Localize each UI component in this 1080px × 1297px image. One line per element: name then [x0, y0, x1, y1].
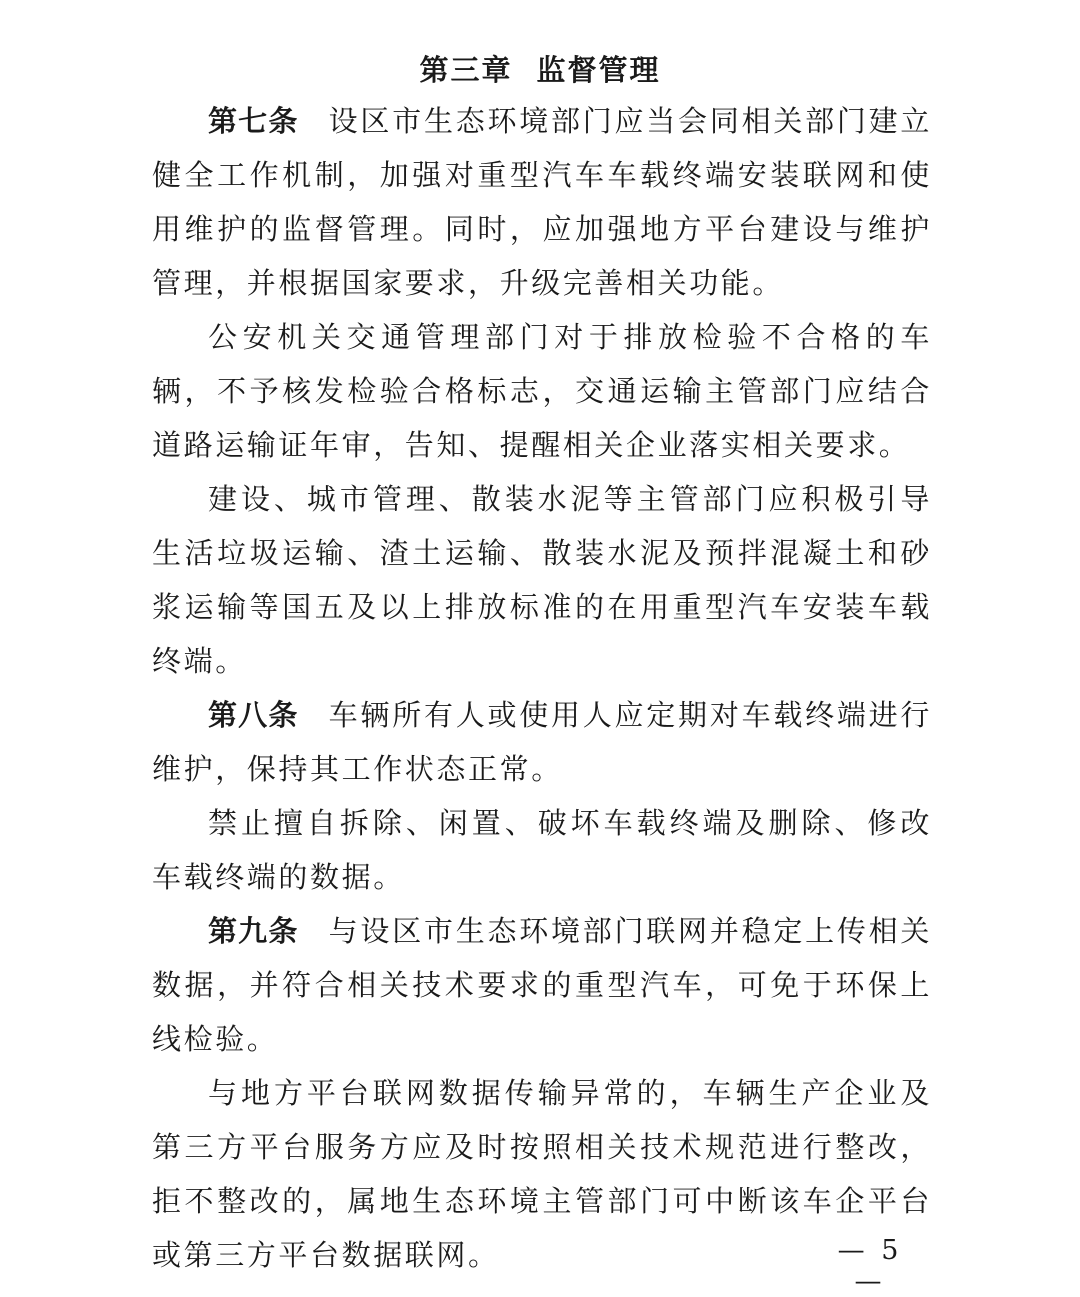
document-body: [152, 94, 932, 1282]
article-9-text-1: 与设区市生态环境部门联网并稳定上传相关数据，并符合相关技术要求的重型汽车，可免于环保上线检验。: [152, 914, 932, 1056]
article-7-text-1: 设区市生态环境部门应当会同相关部门建立健全工作机制，加强对重型汽车车载终端安装联网和使用维护的监督管理。同时，应加强地方平台建设与维护管理，并根据国家要求，升级完善相关功能。: [152, 104, 932, 300]
article-8-text-1: 车辆所有人或使用人应定期对车载终端进行维护，保持其工作状态正常。: [152, 698, 932, 786]
article-9-paragraph-1: [152, 904, 932, 1066]
article-7-paragraph-1: [152, 94, 932, 310]
chapter-number: 第三章: [419, 53, 513, 87]
page-number: — 5 —: [837, 1235, 903, 1297]
chapter-name: 监督管理: [536, 53, 661, 87]
article-8-paragraph-2: 禁止擅自拆除、闲置、破坏车载终端及删除、修改车载终端的数据。: [152, 806, 932, 894]
chapter-title: [0, 48, 1080, 89]
article-7-label: 第七条: [208, 104, 299, 138]
article-9-label: 第九条: [208, 914, 299, 948]
article-7-paragraph-3: 建设、城市管理、散装水泥等主管部门应积极引导生活垃圾运输、渣土运输、散装水泥及预拌混凝土和砂浆运输等国五及以上排放标准的在用重型汽车安装车载终端。: [152, 482, 932, 678]
article-8-paragraph-1: [152, 688, 932, 796]
article-8-label: 第八条: [208, 698, 299, 732]
article-7-paragraph-2: 公安机关交通管理部门对于排放检验不合格的车辆，不予核发检验合格标志，交通运输主管部门应结合道路运输证年审，告知、提醒相关企业落实相关要求。: [152, 320, 932, 462]
article-9-paragraph-2: 与地方平台联网数据传输异常的，车辆生产企业及第三方平台服务方应及时按照相关技术规范进行整改，拒不整改的，属地生态环境主管部门可中断该车企平台或第三方平台数据联网。: [152, 1076, 932, 1272]
